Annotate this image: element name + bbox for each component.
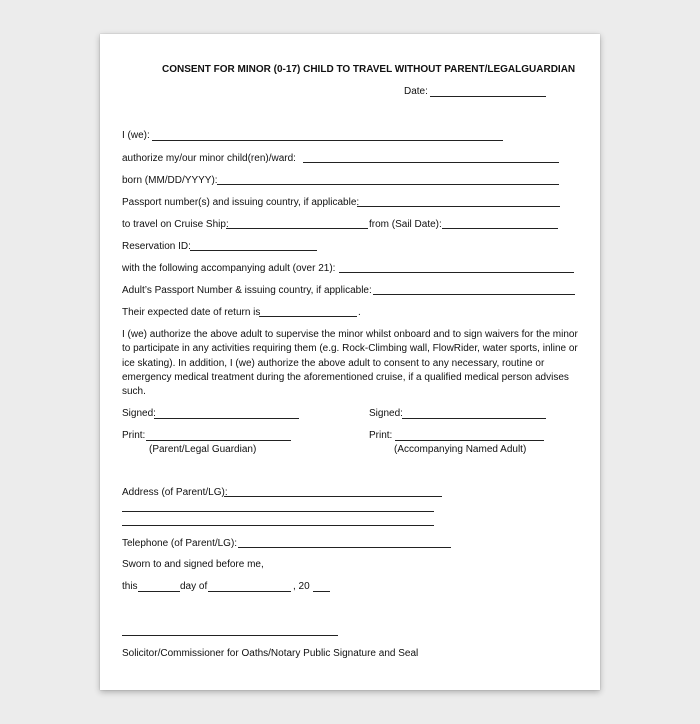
day-field[interactable] bbox=[138, 591, 180, 592]
cruise-ship-field[interactable] bbox=[226, 228, 368, 229]
birth-date-label: born (MM/DD/YYYY): bbox=[122, 175, 218, 186]
day-of-label: day of bbox=[180, 581, 208, 592]
accompanying-adult-field[interactable] bbox=[339, 272, 574, 273]
solicitor-caption: Solicitor/Commissioner for Oaths/Notary Public Signature and Seal bbox=[122, 648, 419, 659]
address-field-2[interactable] bbox=[122, 511, 434, 512]
year-field[interactable] bbox=[313, 591, 330, 592]
date-label: Date: bbox=[404, 86, 428, 97]
address-field-3[interactable] bbox=[122, 525, 434, 526]
month-field[interactable] bbox=[208, 591, 291, 592]
telephone-label: Telephone (of Parent/LG): bbox=[122, 538, 238, 549]
i-we-label: I (we): bbox=[122, 130, 150, 141]
i-we-field[interactable] bbox=[152, 140, 503, 141]
authorization-paragraph: I (we) authorize the above adult to supervise the minor whilst onboard and to sign waivers for the minor to participate in any activities requiring them (e.g. Rock-Climbing wall, FlowRider, water sports, inline or ice skating). In addition, I (we) authorize the above adult to consent to any necessary, routine or emergency medical treatment during the aforementioned cruise, if a qualified medical person advises such. bbox=[122, 329, 578, 398]
passport-field[interactable] bbox=[357, 206, 560, 207]
sail-date-label: from (Sail Date): bbox=[369, 219, 442, 230]
parent-print-field[interactable] bbox=[146, 440, 291, 441]
year-label: , 20 bbox=[293, 581, 310, 592]
sail-date-field[interactable] bbox=[442, 228, 558, 229]
adult-signed-label: Signed: bbox=[369, 408, 403, 419]
cruise-ship-label: to travel on Cruise Ship: bbox=[122, 219, 229, 230]
reservation-label: Reservation ID: bbox=[122, 241, 191, 252]
minor-child-field[interactable] bbox=[303, 162, 559, 163]
return-date-period: . bbox=[358, 307, 361, 318]
minor-child-label: authorize my/our minor child(ren)/ward: bbox=[122, 153, 296, 164]
sworn-statement: Sworn to and signed before me, bbox=[122, 559, 264, 570]
return-date-field[interactable] bbox=[259, 316, 357, 317]
return-date-label: Their expected date of return is bbox=[122, 307, 261, 318]
parent-signed-label: Signed: bbox=[122, 408, 156, 419]
form-title: CONSENT FOR MINOR (0-17) CHILD TO TRAVEL WITHOUT PARENT/LEGALGUARDIAN bbox=[162, 64, 576, 75]
consent-form-page bbox=[100, 34, 600, 690]
parent-print-label: Print: bbox=[122, 430, 146, 441]
parent-signature-field[interactable] bbox=[154, 418, 299, 419]
date-field[interactable] bbox=[430, 96, 546, 97]
this-label: this bbox=[122, 581, 138, 592]
parent-role-caption: (Parent/Legal Guardian) bbox=[149, 444, 257, 455]
adult-passport-field[interactable] bbox=[373, 294, 575, 295]
adult-passport-label: Adult’s Passport Number & issuing country, if applicable: bbox=[122, 285, 372, 296]
telephone-field[interactable] bbox=[238, 547, 451, 548]
adult-print-label: Print: bbox=[369, 430, 393, 441]
birth-date-field[interactable] bbox=[217, 184, 559, 185]
address-field-1[interactable] bbox=[224, 496, 442, 497]
passport-label: Passport number(s) and issuing country, if applicable: bbox=[122, 197, 360, 208]
adult-signature-field[interactable] bbox=[402, 418, 546, 419]
adult-role-caption: (Accompanying Named Adult) bbox=[394, 444, 527, 455]
accompanying-adult-label: with the following accompanying adult (over 21): bbox=[122, 263, 336, 274]
adult-print-field[interactable] bbox=[395, 440, 544, 441]
solicitor-signature-field[interactable] bbox=[122, 635, 338, 636]
reservation-field[interactable] bbox=[190, 250, 317, 251]
address-label: Address (of Parent/LG): bbox=[122, 487, 228, 498]
